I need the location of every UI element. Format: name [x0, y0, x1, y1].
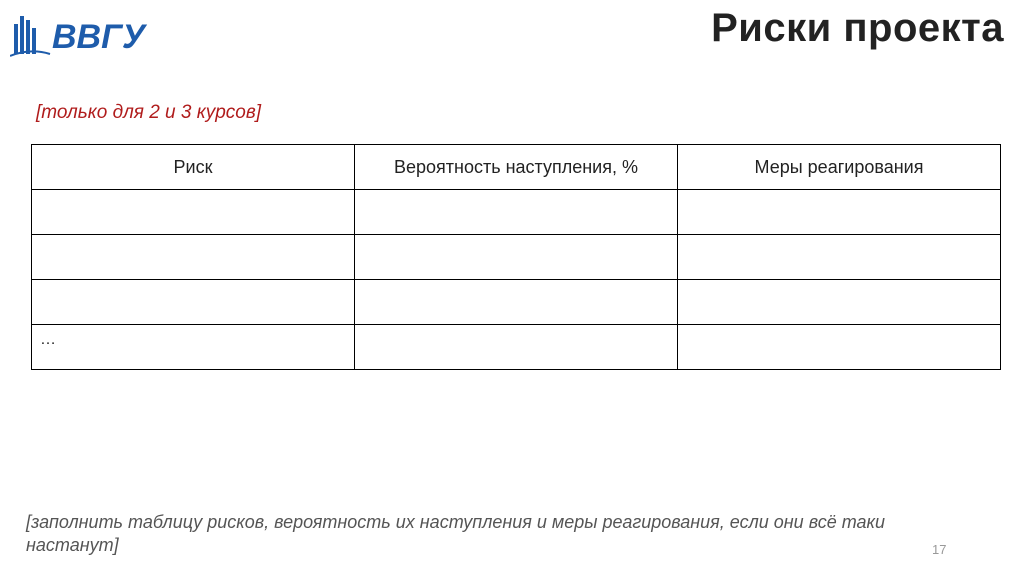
- table-cell: [678, 280, 1001, 325]
- building-icon: [10, 10, 160, 62]
- table-cell: [32, 190, 355, 235]
- note-bottom: [заполнить таблицу рисков, вероятность их наступления и меры реагирования, если они всё таки настанут]: [26, 512, 886, 555]
- table-cell: [32, 235, 355, 280]
- column-header-response: Меры реагирования: [678, 145, 1001, 190]
- table-cell: [355, 325, 678, 370]
- table-cell: [355, 280, 678, 325]
- logo-text: ВВГУ: [52, 18, 146, 56]
- logo: [10, 10, 160, 62]
- column-header-probability: Вероятность наступления, %: [355, 145, 678, 190]
- table-cell: [678, 325, 1001, 370]
- page-title: Риски проекта: [711, 6, 1004, 50]
- risk-table: [31, 144, 1001, 370]
- page-number: 17: [932, 542, 947, 557]
- table-cell: [355, 235, 678, 280]
- note-top: [только для 2 и 3 курсов]: [36, 102, 262, 123]
- table-row: [32, 190, 1001, 235]
- table-cell: [678, 190, 1001, 235]
- table-cell: [355, 190, 678, 235]
- table-header-row: [32, 145, 1001, 190]
- table-cell: [678, 235, 1001, 280]
- table-row: [32, 280, 1001, 325]
- table-row: [32, 235, 1001, 280]
- table-cell: …: [32, 325, 355, 370]
- table-cell: [32, 280, 355, 325]
- table-row: [32, 325, 1001, 370]
- column-header-risk: Риск: [32, 145, 355, 190]
